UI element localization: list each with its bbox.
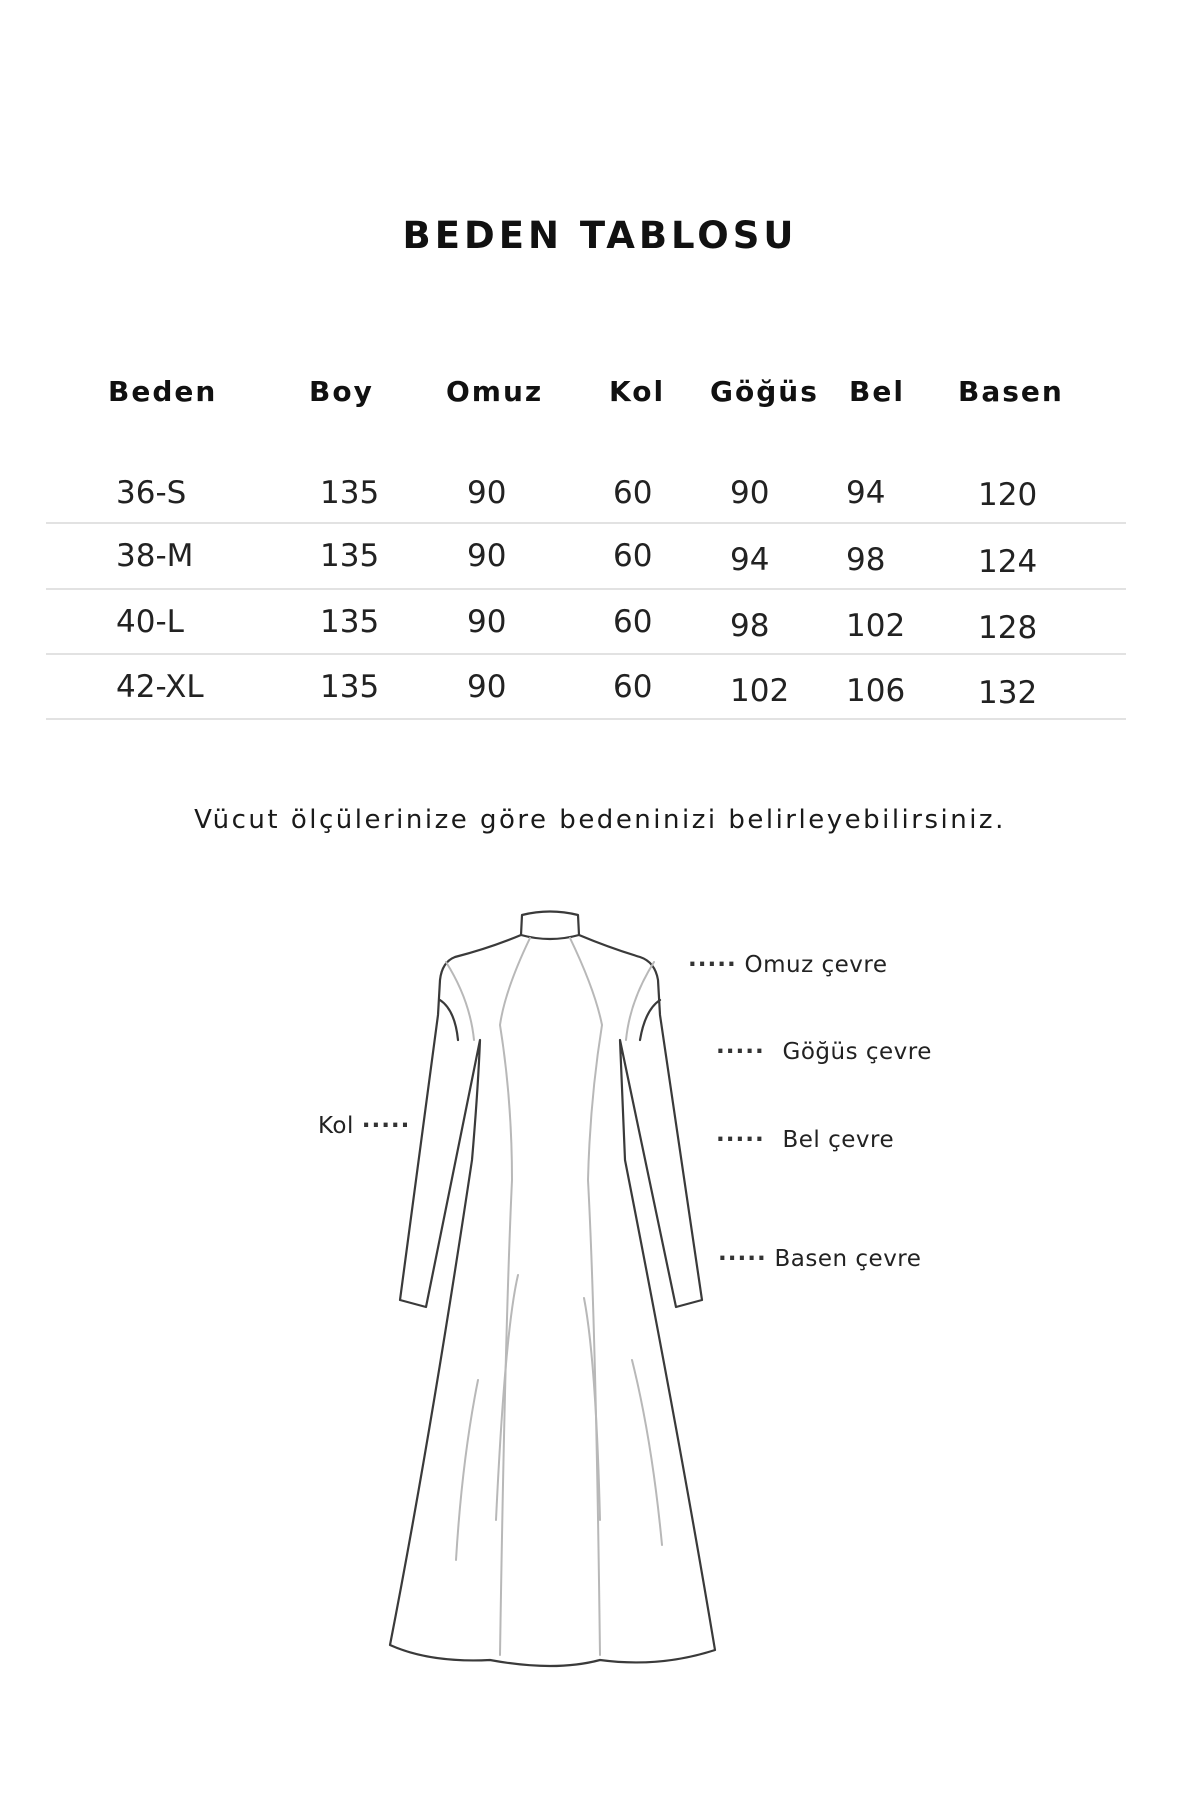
table-cell: 90 <box>467 538 507 574</box>
table-cell: 132 <box>978 675 1038 711</box>
table-cell: 90 <box>730 475 770 511</box>
label-text: Göğüs çevre <box>782 1039 932 1065</box>
page-title: BEDEN TABLOSU <box>402 214 798 257</box>
table-cell: 128 <box>978 610 1038 646</box>
table-cell: 135 <box>320 538 380 574</box>
label-basen-cevre <box>718 1246 921 1272</box>
table-cell: 38-M <box>116 538 194 574</box>
label-omuz-cevre <box>688 952 887 978</box>
table-cell: 98 <box>730 608 770 644</box>
label-bel-cevre <box>716 1127 894 1153</box>
header-beden: Beden <box>108 375 218 408</box>
leader-dots: ····· <box>718 1246 767 1272</box>
table-cell: 135 <box>320 475 380 511</box>
leader-dots: ····· <box>716 1127 765 1153</box>
label-text: Kol <box>318 1113 354 1139</box>
header-basen: Basen <box>958 375 1064 408</box>
label-kol <box>318 1113 410 1139</box>
table-cell: 60 <box>613 538 653 574</box>
header-kol: Kol <box>609 375 666 408</box>
table-cell: 102 <box>730 673 790 709</box>
label-text: Omuz çevre <box>744 952 888 978</box>
table-cell: 135 <box>320 669 380 705</box>
table-cell: 60 <box>613 604 653 640</box>
table-cell: 124 <box>978 544 1038 580</box>
table-cell: 106 <box>846 673 906 709</box>
table-cell: 60 <box>613 669 653 705</box>
label-gogus-cevre <box>716 1039 932 1065</box>
table-cell: 94 <box>846 475 886 511</box>
table-cell: 90 <box>467 475 507 511</box>
table-cell: 60 <box>613 475 653 511</box>
header-gogus: Göğüs <box>710 375 819 408</box>
table-cell: 90 <box>467 604 507 640</box>
header-bel: Bel <box>849 375 905 408</box>
table-cell: 40-L <box>116 604 184 640</box>
header-omuz: Omuz <box>446 375 544 408</box>
label-text: Basen çevre <box>774 1246 922 1272</box>
leader-dots: ····· <box>716 1039 765 1065</box>
leader-dots: ····· <box>688 952 737 978</box>
leader-dots: ····· <box>361 1113 411 1139</box>
table-cell: 36-S <box>116 475 187 511</box>
table-cell: 135 <box>320 604 380 640</box>
header-boy: Boy <box>309 375 374 408</box>
table-cell: 102 <box>846 608 906 644</box>
table-cell: 98 <box>846 542 886 578</box>
table-cell: 42-XL <box>116 669 204 705</box>
table-cell: 90 <box>467 669 507 705</box>
measurement-note: Vücut ölçülerinize göre bedeninizi belirleyebilirsiniz. <box>194 805 1006 835</box>
table-cell: 120 <box>978 477 1038 513</box>
label-text: Bel çevre <box>782 1127 895 1153</box>
table-cell: 94 <box>730 542 770 578</box>
